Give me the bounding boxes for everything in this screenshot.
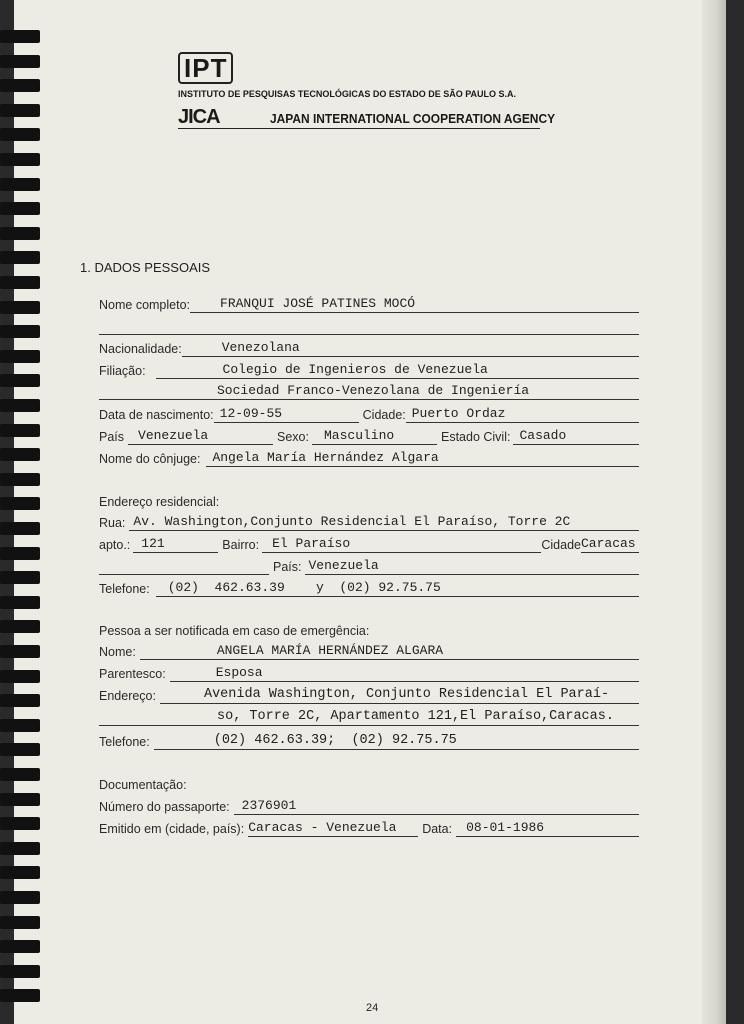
value: Venezuela <box>308 558 379 573</box>
binding-ring <box>0 817 40 830</box>
emitido-field[interactable] <box>248 817 418 837</box>
label: Estado Civil: <box>440 430 511 444</box>
binding-ring <box>0 940 40 953</box>
binding-ring <box>0 448 40 461</box>
row-nome <box>99 293 639 313</box>
row-em-telefone <box>99 730 639 750</box>
filiacao-field-line2[interactable] <box>99 380 639 400</box>
label: Nacionalidade: <box>99 342 182 356</box>
binding-ring <box>0 128 40 141</box>
value: Puerto Ordaz <box>411 406 506 421</box>
label: Emitido em (cidade, país): <box>99 822 245 836</box>
binding-ring <box>0 866 40 879</box>
label: Endereço: <box>99 689 156 703</box>
parentesco-field[interactable] <box>170 662 639 682</box>
pais-res-field[interactable] <box>305 555 640 575</box>
label: Telefone: <box>99 735 150 749</box>
passaporte-field[interactable] <box>234 795 639 815</box>
bairro-field[interactable] <box>262 533 541 553</box>
label: Data: <box>422 822 453 836</box>
em-endereco-field-line2[interactable] <box>99 706 639 726</box>
binding-ring <box>0 842 40 855</box>
label: Endereço residencial: <box>99 495 220 509</box>
value: El Paraíso <box>272 536 351 551</box>
documentacao-title <box>99 773 639 793</box>
binding-ring <box>0 522 40 535</box>
binding-ring <box>0 989 40 1002</box>
em-telefone-field[interactable] <box>154 730 639 750</box>
endereco-title <box>99 490 639 510</box>
binding-ring <box>0 227 40 240</box>
row-pais-res <box>99 555 639 575</box>
binding-ring <box>0 104 40 117</box>
row-conjuge <box>99 447 639 467</box>
row-filiacao-cont <box>99 380 639 400</box>
cidade-res-field[interactable] <box>581 533 639 553</box>
binding-ring <box>0 916 40 929</box>
binding-ring <box>0 768 40 781</box>
row-em-endereco-cont <box>99 706 639 726</box>
value: Avenida Washington, Conjunto Residencial El Paraí- <box>203 687 610 702</box>
binding-ring <box>0 79 40 92</box>
value: Casado <box>519 428 567 443</box>
binding-ring <box>0 251 40 264</box>
ipt-logo-text: IPT <box>178 52 233 84</box>
value: 121 <box>141 536 165 551</box>
binding-ring <box>0 424 40 437</box>
binding-ring <box>0 497 40 510</box>
binding-ring <box>0 55 40 68</box>
row-em-nome <box>99 640 639 660</box>
label: Sexo: <box>277 430 309 444</box>
value: Masculino <box>323 428 395 443</box>
data-emissao-field[interactable] <box>456 817 639 837</box>
apto-field[interactable] <box>133 533 218 553</box>
label: Nome completo: <box>99 298 191 312</box>
value: FRANQUI JOSÉ PATINES MOCÓ <box>220 296 416 311</box>
row-rua <box>99 511 639 531</box>
label: Rua: <box>99 516 126 530</box>
label: Número do passaporte: <box>99 800 230 814</box>
document-page <box>14 0 726 1024</box>
row-pais <box>99 425 639 445</box>
binding-ring <box>0 301 40 314</box>
binding-ring <box>0 793 40 806</box>
blank-field[interactable] <box>99 555 269 575</box>
binding-ring <box>0 325 40 338</box>
value: (02) 462.63.39 y (02) 92.75.75 <box>167 580 441 595</box>
binding-ring <box>0 473 40 486</box>
label: Nome do cônjuge: <box>99 452 201 466</box>
binding-ring <box>0 202 40 215</box>
value: Caracas <box>581 536 636 551</box>
label: Pessoa a ser notificada em caso de emergência: <box>99 624 370 638</box>
row-nascimento <box>99 403 639 423</box>
value: 2376901 <box>241 798 297 813</box>
value: so, Torre 2C, Apartamento 121,El Paraíso,Caracas. <box>217 709 614 724</box>
binding-ring <box>0 719 40 732</box>
binding-ring <box>0 891 40 904</box>
label: Cidade <box>541 538 581 552</box>
institute-name: INSTITUTO DE PESQUISAS TECNOLÓGICAS DO ESTADO DE SÃO PAULO S.A. <box>178 89 517 99</box>
estado-civil-field[interactable] <box>513 425 639 445</box>
jica-logo: JICA <box>178 106 220 128</box>
value: Venezolana <box>221 340 300 355</box>
em-endereco-field[interactable] <box>160 684 639 704</box>
binding-ring <box>0 670 40 683</box>
label: Documentação: <box>99 778 187 792</box>
row-em-endereco <box>99 684 639 704</box>
value: Colegio de Ingenieros de Venezuela <box>222 362 488 377</box>
binding-ring <box>0 374 40 387</box>
pais-field[interactable] <box>128 425 273 445</box>
value: 12-09-55 <box>219 406 283 421</box>
row-apto <box>99 533 639 553</box>
ipt-logo <box>178 52 233 84</box>
value: Venezuela <box>138 428 209 443</box>
binding-ring <box>0 596 40 609</box>
cidade-field[interactable] <box>406 403 639 423</box>
value: ANGELA MARÍA HERNÁNDEZ ALGARA <box>216 643 444 658</box>
row-nome-cont <box>99 315 639 335</box>
binding-ring <box>0 276 40 289</box>
binding-ring <box>0 153 40 166</box>
nome-field-line2[interactable] <box>99 315 639 335</box>
label: Cidade: <box>362 408 406 422</box>
binding-ring <box>0 620 40 633</box>
nascimento-field[interactable] <box>214 403 359 423</box>
row-filiacao <box>99 359 639 379</box>
em-nome-field[interactable] <box>140 640 639 660</box>
row-telefone <box>99 577 639 597</box>
label: Telefone: <box>99 582 150 596</box>
label: País: <box>273 560 302 574</box>
binding-ring <box>0 350 40 363</box>
page-edge <box>702 0 726 1024</box>
value: Caracas - Venezuela <box>248 820 397 835</box>
filiacao-field[interactable] <box>156 359 639 379</box>
rua-field[interactable] <box>129 511 639 531</box>
label: apto.: <box>99 538 131 552</box>
sexo-field[interactable] <box>312 425 437 445</box>
value: 08-01-1986 <box>466 820 545 835</box>
label: País <box>99 430 125 444</box>
binding-ring <box>0 30 40 43</box>
label: Data de nascimento: <box>99 408 214 422</box>
label: Nome: <box>99 645 136 659</box>
row-nacionalidade <box>99 337 639 357</box>
label: Bairro: <box>222 538 260 552</box>
value: Sociedad Franco-Venezolana de Ingeniería <box>217 383 530 398</box>
value: Angela María Hernández Algara <box>212 450 439 465</box>
label: Filiação: <box>99 364 146 378</box>
conjuge-field[interactable] <box>206 447 639 467</box>
row-emitido <box>99 817 639 837</box>
section-title: 1. DADOS PESSOAIS <box>80 260 211 275</box>
row-passaporte <box>99 795 639 815</box>
page-number: 24 <box>366 1002 379 1014</box>
binding-ring <box>0 399 40 412</box>
value: Av. Washington,Conjunto Residencial El Paraíso, Torre 2C <box>133 514 571 529</box>
label: Parentesco: <box>99 667 166 681</box>
binding-ring <box>0 645 40 658</box>
binding-ring <box>0 694 40 707</box>
nacionalidade-field[interactable] <box>182 337 639 357</box>
jica-header <box>178 106 556 129</box>
emergencia-title <box>99 619 639 639</box>
value: Esposa <box>215 665 263 680</box>
binding-ring <box>0 965 40 978</box>
row-parentesco <box>99 662 639 682</box>
telefone-field[interactable] <box>156 577 639 597</box>
binding-ring <box>0 547 40 560</box>
binding-ring <box>0 743 40 756</box>
binding-ring <box>0 178 40 191</box>
agency-name: JAPAN INTERNATIONAL COOPERATION AGENCY <box>270 111 556 126</box>
value: (02) 462.63.39; (02) 92.75.75 <box>213 733 457 748</box>
binding-ring <box>0 571 40 584</box>
nome-field[interactable] <box>190 293 639 313</box>
